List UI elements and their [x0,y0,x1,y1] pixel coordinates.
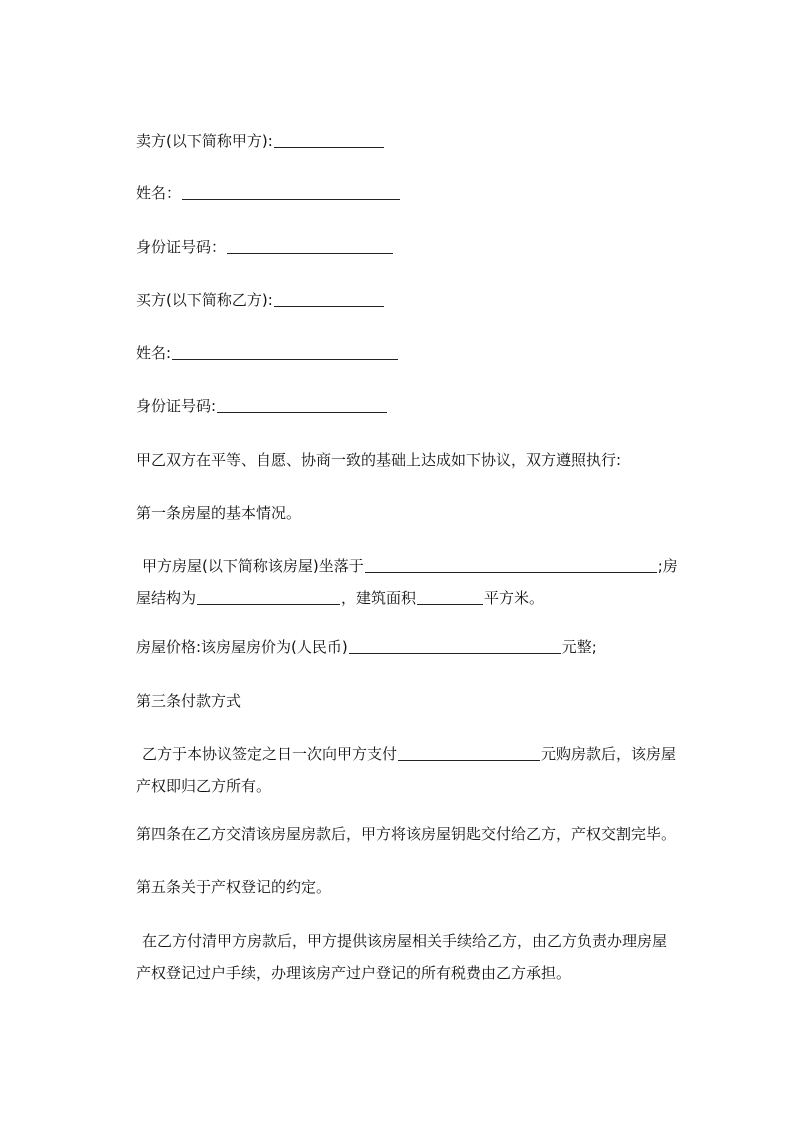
article5-paragraph [136,925,708,989]
article1-location-suffix: ;房 [657,557,678,575]
price-suffix: 元整; [561,638,597,656]
buyer-line [136,284,385,316]
seller-blank[interactable] [274,131,384,148]
buyer-label: 买方(以下简称乙方): [136,291,273,309]
buyer-name-blank[interactable] [172,343,398,360]
area-blank[interactable] [417,588,483,605]
article3-line2 [136,770,708,802]
structure-label: 屋结构为 [136,589,197,607]
payment-label: 乙方于本协议签定之日一次向甲方支付 [142,745,398,763]
seller-id-label: 身份证号码： [136,238,227,256]
area-label: ，建筑面积 [341,589,417,607]
article5-line1-text: 在乙方付清甲方房款后，甲方提供该房屋相关手续给乙方，由乙方负责办理房屋 [142,932,668,950]
seller-line [136,125,385,157]
price-blank[interactable] [349,637,561,654]
intro-paragraph [136,444,621,476]
payment-suffix: 元购房款后，该房屋 [541,745,677,763]
payment-blank[interactable] [398,744,540,761]
structure-blank[interactable] [197,588,340,605]
seller-name-blank[interactable] [182,183,400,200]
seller-id-line [136,231,394,263]
buyer-id-blank[interactable] [217,396,387,413]
intro-text: 甲乙双方在平等、自愿、协商一致的基础上达成如下协议，双方遵照执行: [136,451,622,469]
price-line [136,631,597,663]
location-blank[interactable] [365,556,657,573]
buyer-id-label: 身份证号码: [136,397,217,415]
article3-title [136,685,241,717]
article1-line1 [136,550,708,582]
buyer-name-line [136,337,399,369]
article1-line2 [136,582,708,614]
seller-label: 卖方(以下简称甲方): [136,132,273,150]
article5-line2-text: 产权登记过户手续，办理该房产过户登记的所有税费由乙方承担。 [136,964,572,982]
article3-title-text: 第三条付款方式 [136,692,242,710]
article3-line1 [136,738,708,770]
seller-id-blank[interactable] [227,237,393,254]
article4-paragraph [136,818,676,850]
price-label: 房屋价格:该房屋房价为(人民币) [136,638,348,656]
area-unit: 平方米。 [484,589,545,607]
buyer-id-line [136,390,388,422]
article5-title-text: 第五条关于产权登记的约定。 [136,878,332,896]
buyer-blank[interactable] [274,290,384,307]
article5-line1 [136,925,708,957]
payment-line2: 产权即归乙方所有。 [136,777,272,795]
article3-paragraph [136,738,708,802]
article5-line2 [136,957,708,989]
article5-title [136,871,331,903]
article1-location-label: 甲方房屋(以下简称该房屋)坐落于 [142,557,364,575]
seller-name-line [136,177,401,209]
buyer-name-label: 姓名: [136,344,172,362]
article1-paragraph [136,550,708,614]
article1-title-text: 第一条房屋的基本情况。 [136,504,302,522]
article4-text: 第四条在乙方交清该房屋房款后，甲方将该房屋钥匙交付给乙方，产权交割完毕。 [136,825,677,843]
article1-title [136,497,301,529]
seller-name-label: 姓名： [136,184,182,202]
